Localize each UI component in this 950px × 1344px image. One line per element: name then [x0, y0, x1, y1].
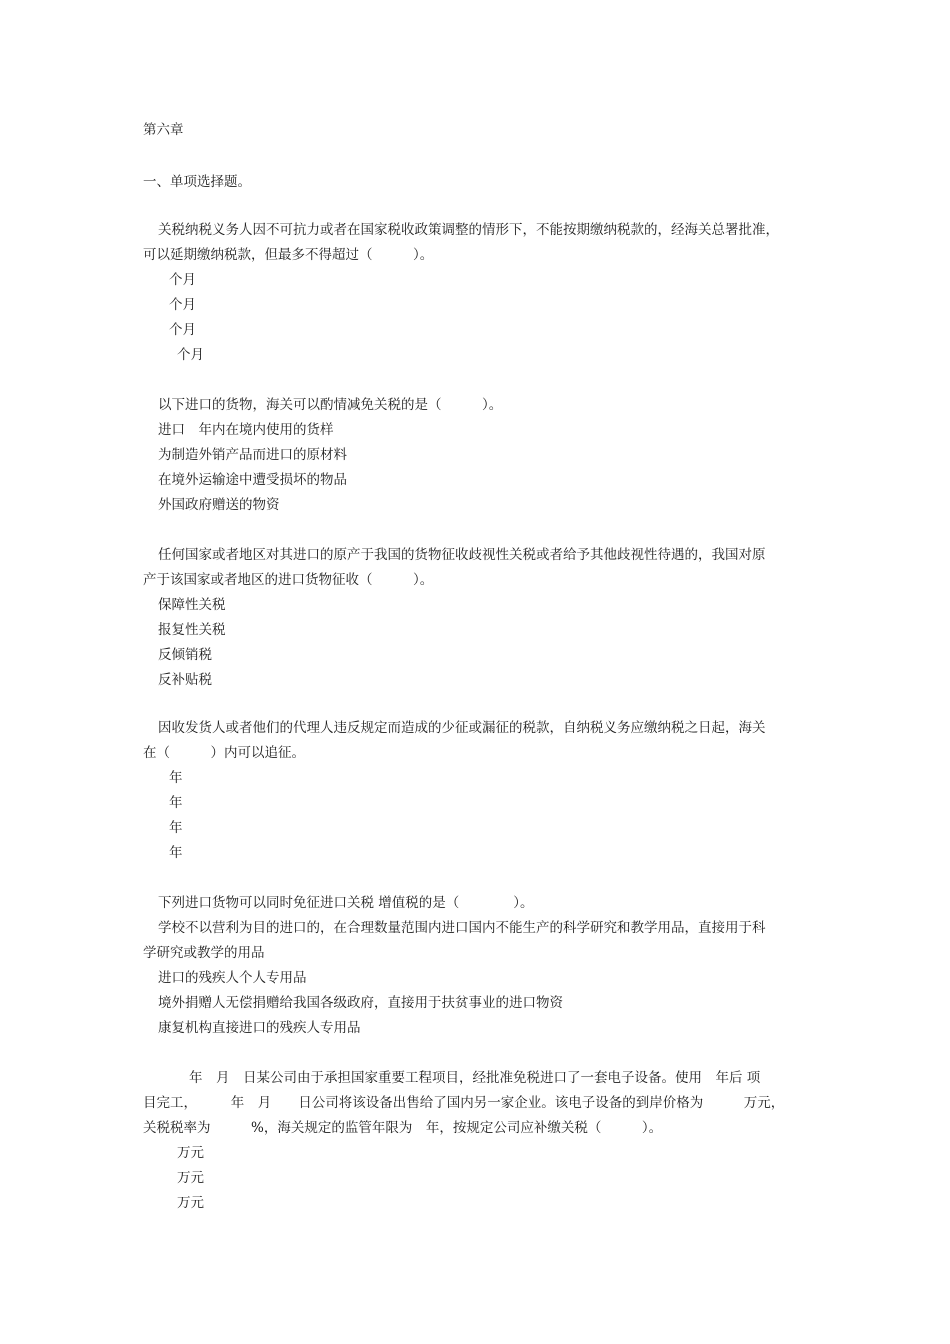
q6-stem-line3: 关税税率为 %，海关规定的监管年限为 年，按规定公司应补缴关税（ ）。 — [143, 1120, 663, 1136]
q4-option-c: 年 — [169, 820, 183, 836]
q4-stem-line2: 在（ ）内可以追征。 — [143, 745, 305, 761]
q1-option-c: 个月 — [169, 322, 196, 338]
q5-option-c: 境外捐赠人无偿捐赠给我国各级政府，直接用于扶贫事业的进口物资 — [158, 995, 563, 1011]
chapter-title: 第六章 — [143, 122, 184, 138]
q1-stem-line2: 可以延期缴纳税款，但最多不得超过（ ）。 — [143, 247, 434, 263]
q1-option-a: 个月 — [169, 272, 196, 288]
q4-option-d: 年 — [169, 845, 183, 861]
q1-stem-line1: 关税纳税义务人因不可抗力或者在国家税收政策调整的情形下，不能按期缴纳税款的，经海关总署批准， — [158, 222, 779, 238]
q2-option-b: 为制造外销产品而进口的原材料 — [158, 447, 347, 463]
q4-stem-line1: 因收发货人或者他们的代理人违反规定而造成的少征或漏征的税款，自纳税义务应缴纳税之日起，海关 — [158, 720, 766, 736]
q4-option-a: 年 — [169, 770, 183, 786]
q2-stem-line1: 以下进口的货物，海关可以酌情减免关税的是（ ）。 — [158, 397, 503, 413]
q5-option-d: 康复机构直接进口的残疾人专用品 — [158, 1020, 361, 1036]
q6-stem-line1: 年 月 日某公司由于承担国家重要工程项目，经批准免税进口了一套电子设备。使用 年后 项 — [162, 1070, 761, 1086]
q6-option-b: 万元 — [177, 1170, 204, 1186]
q6-option-a: 万元 — [177, 1145, 204, 1161]
q3-stem-line1: 任何国家或者地区对其进口的原产于我国的货物征收歧视性关税或者给予其他歧视性待遇的，我国对原 — [158, 547, 766, 563]
q4-option-b: 年 — [169, 795, 183, 811]
q2-option-c: 在境外运输途中遭受损坏的物品 — [158, 472, 347, 488]
q5-option-a-line2: 学研究或教学的用品 — [143, 945, 265, 961]
q1-option-b: 个月 — [169, 297, 196, 313]
q6-stem-line2: 目完工， 年 月 日公司将该设备出售给了国内另一家企业。该电子设备的到岸价格为 万元， — [143, 1095, 785, 1111]
q2-option-d: 外国政府赠送的物资 — [158, 497, 280, 513]
q2-option-a: 进口 年内在境内使用的货样 — [158, 422, 334, 438]
q3-option-b: 报复性关税 — [158, 622, 226, 638]
q6-option-c: 万元 — [177, 1195, 204, 1211]
q1-option-d: 个月 — [177, 347, 204, 363]
q5-option-a-line1: 学校不以营利为目的进口的，在合理数量范围内进口国内不能生产的科学研究和教学用品，直接用于科 — [158, 920, 766, 936]
q5-option-b: 进口的残疾人个人专用品 — [158, 970, 307, 986]
q3-option-c: 反倾销税 — [158, 647, 212, 663]
q3-option-a: 保障性关税 — [158, 597, 226, 613]
q3-option-d: 反补贴税 — [158, 672, 212, 688]
q3-stem-line2: 产于该国家或者地区的进口货物征收（ ）。 — [143, 572, 434, 588]
section-title: 一、单项选择题。 — [143, 174, 251, 190]
q5-stem-line1: 下列进口货物可以同时免征进口关税 增值税的是（ ）。 — [158, 895, 534, 911]
